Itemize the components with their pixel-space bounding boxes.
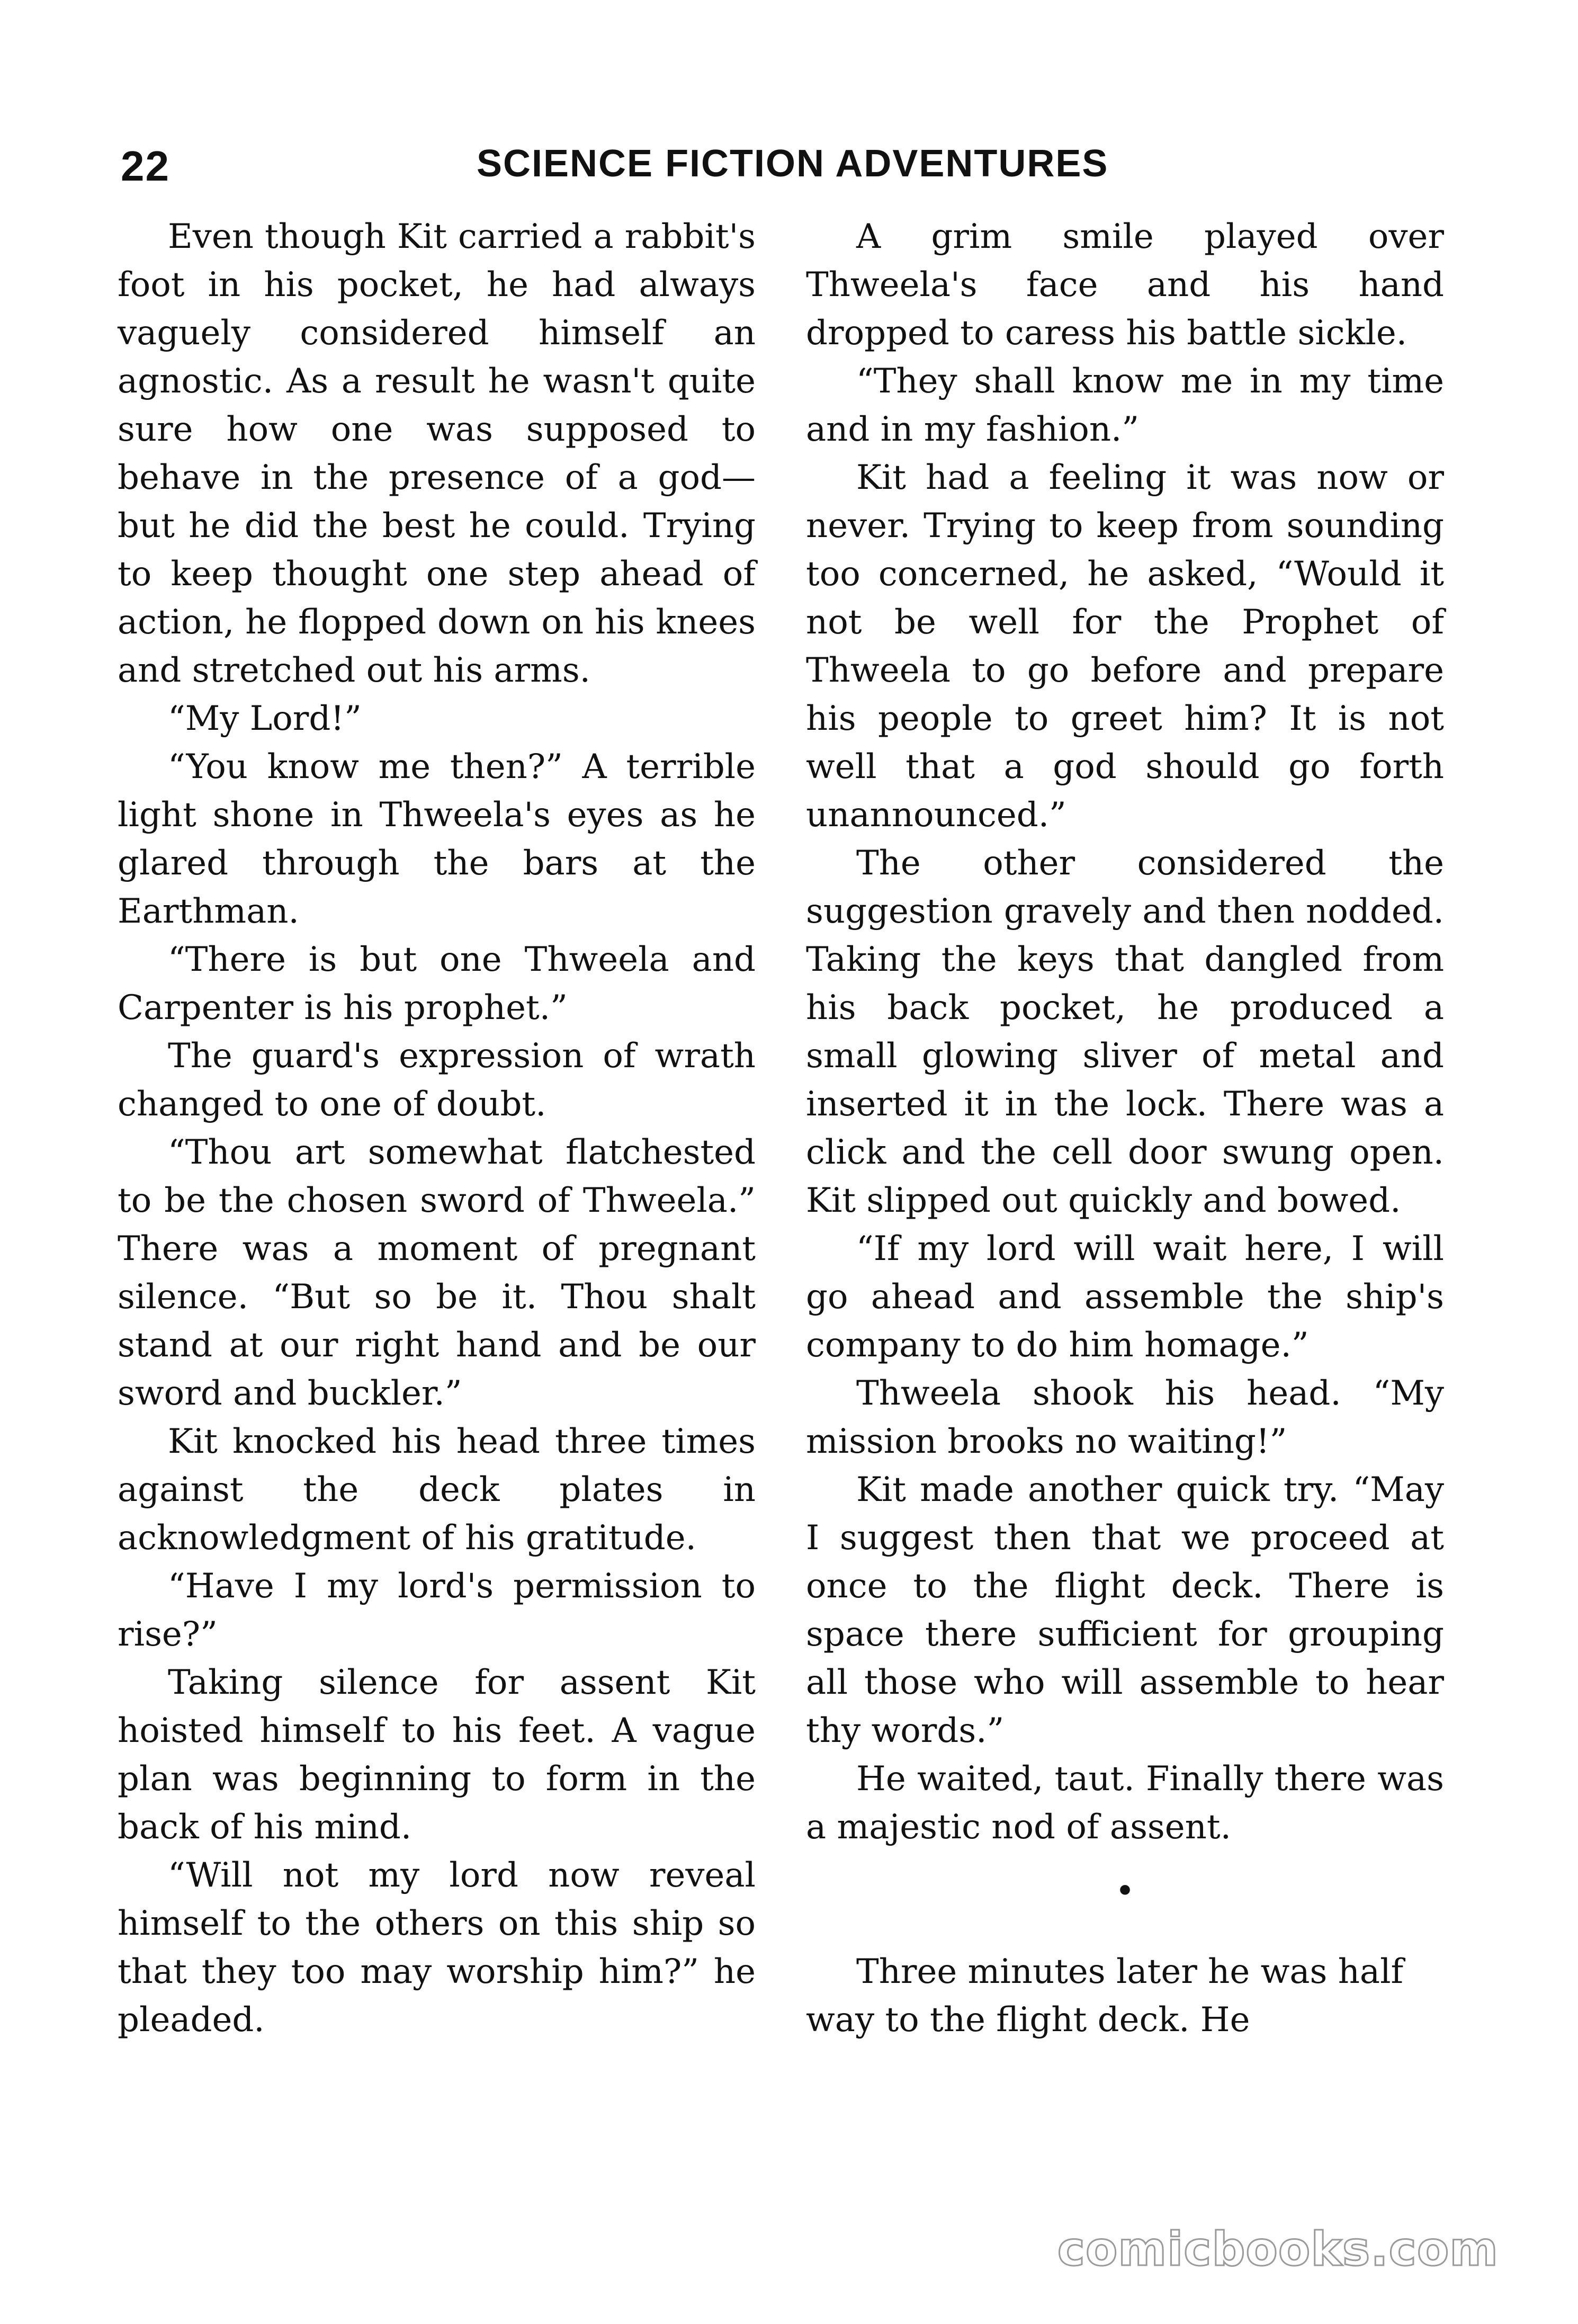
paragraph: “You know me then?” A terrible light shone in Thweela's eyes as he glared through the bars at the Earthman. <box>118 747 756 931</box>
paragraph: The guard's expression of wrath changed to one of doubt. <box>118 1036 756 1124</box>
paragraph: He waited, taut. Finally there was a majestic nod of assent. <box>806 1759 1444 1847</box>
paragraph: A grim smile played over Thweela's face and his hand dropped to caress his battle sickle. <box>806 217 1444 353</box>
section-break-dot: • <box>1115 1872 1135 1911</box>
paragraph: Kit made another quick try. “May I suggest then that we proceed at once to the flight deck. There is space there sufficient for grouping all those who will assemble to hear thy words.” <box>806 1470 1444 1750</box>
paragraph: Even though Kit carried a rabbit's foot in his pocket, he had always vaguely considered himself an agnostic. As a result he wasn't quite sure how one was supposed to behave in the presence of a god—but he did the best he could. Trying to keep thought one step ahead of action, he flopped down on his knees and stretched out his arms. <box>118 217 756 690</box>
paragraph: The other considered the suggestion gravely and then nodded. Taking the keys that dangled from his back pocket, he produced a small glowing sliver of metal and inserted it in the lock. There was a click and the cell door swung open. Kit slipped out quickly and bowed. <box>806 844 1444 1220</box>
paragraph: Taking silence for assent Kit hoisted himself to his feet. A vague plan was beginning to form in the back of his mind. <box>118 1663 756 1847</box>
paragraph: Thweela shook his head. “My mission brooks no waiting!” <box>806 1374 1444 1461</box>
paragraph: “Will not my lord now reveal himself to the others on this ship so that they too may worship him?” he pleaded. <box>118 1856 756 2040</box>
paragraph: Kit knocked his head three times against the deck plates in acknowledgment of his gratitude. <box>118 1422 756 1558</box>
page-number: 22 <box>121 142 170 190</box>
paragraph: Three minutes later he was half way to the flight deck. He <box>806 1952 1404 2040</box>
left-column <box>118 213 756 2044</box>
right-column <box>806 213 1444 2044</box>
paragraph: Kit had a feeling it was now or never. Trying to keep from sounding too concerned, he asked, “Would it not be well for the Prophet of Thweela to go before and prepare his people to greet him? It is not well that a god should go forth unannounced.” <box>806 458 1444 835</box>
paragraph: “There is but one Thweela and Carpenter is his prophet.” <box>118 940 756 1027</box>
paragraph: “Have I my lord's permission to rise?” <box>118 1567 756 1654</box>
paragraph: “Thou art somewhat flatchested to be the chosen sword of Thweela.” There was a moment of pregnant silence. “But so be it. Thou shalt stand at our right hand and be our sword and buckler.” <box>118 1133 756 1413</box>
paragraph: “They shall know me in my time and in my fashion.” <box>806 362 1444 449</box>
paragraph: “My Lord!” <box>168 699 362 738</box>
running-head: SCIENCE FICTION ADVENTURES <box>477 142 1109 185</box>
paragraph: “If my lord will wait here, I will go ahead and assemble the ship's company to do him homage.” <box>806 1229 1444 1365</box>
watermark-logo: comicbooks.com <box>1057 2222 1499 2276</box>
